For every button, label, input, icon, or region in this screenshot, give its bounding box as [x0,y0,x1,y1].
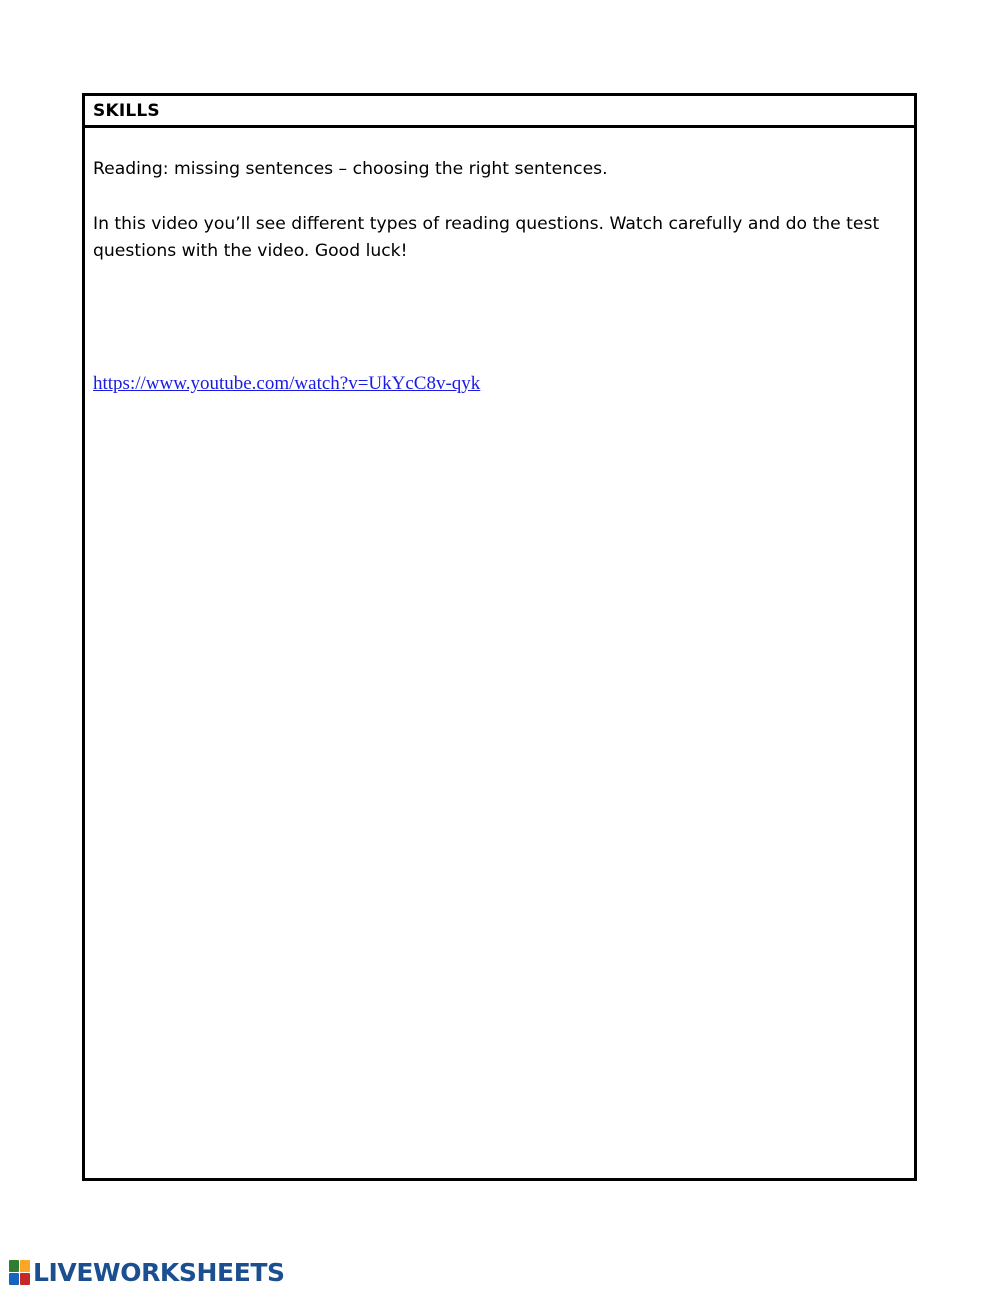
liveworksheets-logo-icon [9,1260,30,1285]
footer-brand [9,1259,285,1286]
instructions-text: In this video you’ll see different types of reading questions. Watch carefully and do the test questions with the video. Good luck! [93,214,880,261]
worksheet-header [85,96,914,128]
task-description: Reading: missing sentences – choosing the right sentences. [93,159,608,179]
video-link[interactable]: https://www.youtube.com/watch?v=UkYcC8v-qyk [93,373,481,394]
logo-square [20,1260,30,1272]
worksheet-body [85,156,914,395]
worksheet-header-title: SKILLS [93,100,160,121]
brand-wordmark: LIVEWORKSHEETS [33,1258,285,1287]
logo-square [9,1260,19,1272]
logo-square [9,1273,19,1285]
worksheet-frame [82,93,917,1181]
logo-square [20,1273,30,1285]
